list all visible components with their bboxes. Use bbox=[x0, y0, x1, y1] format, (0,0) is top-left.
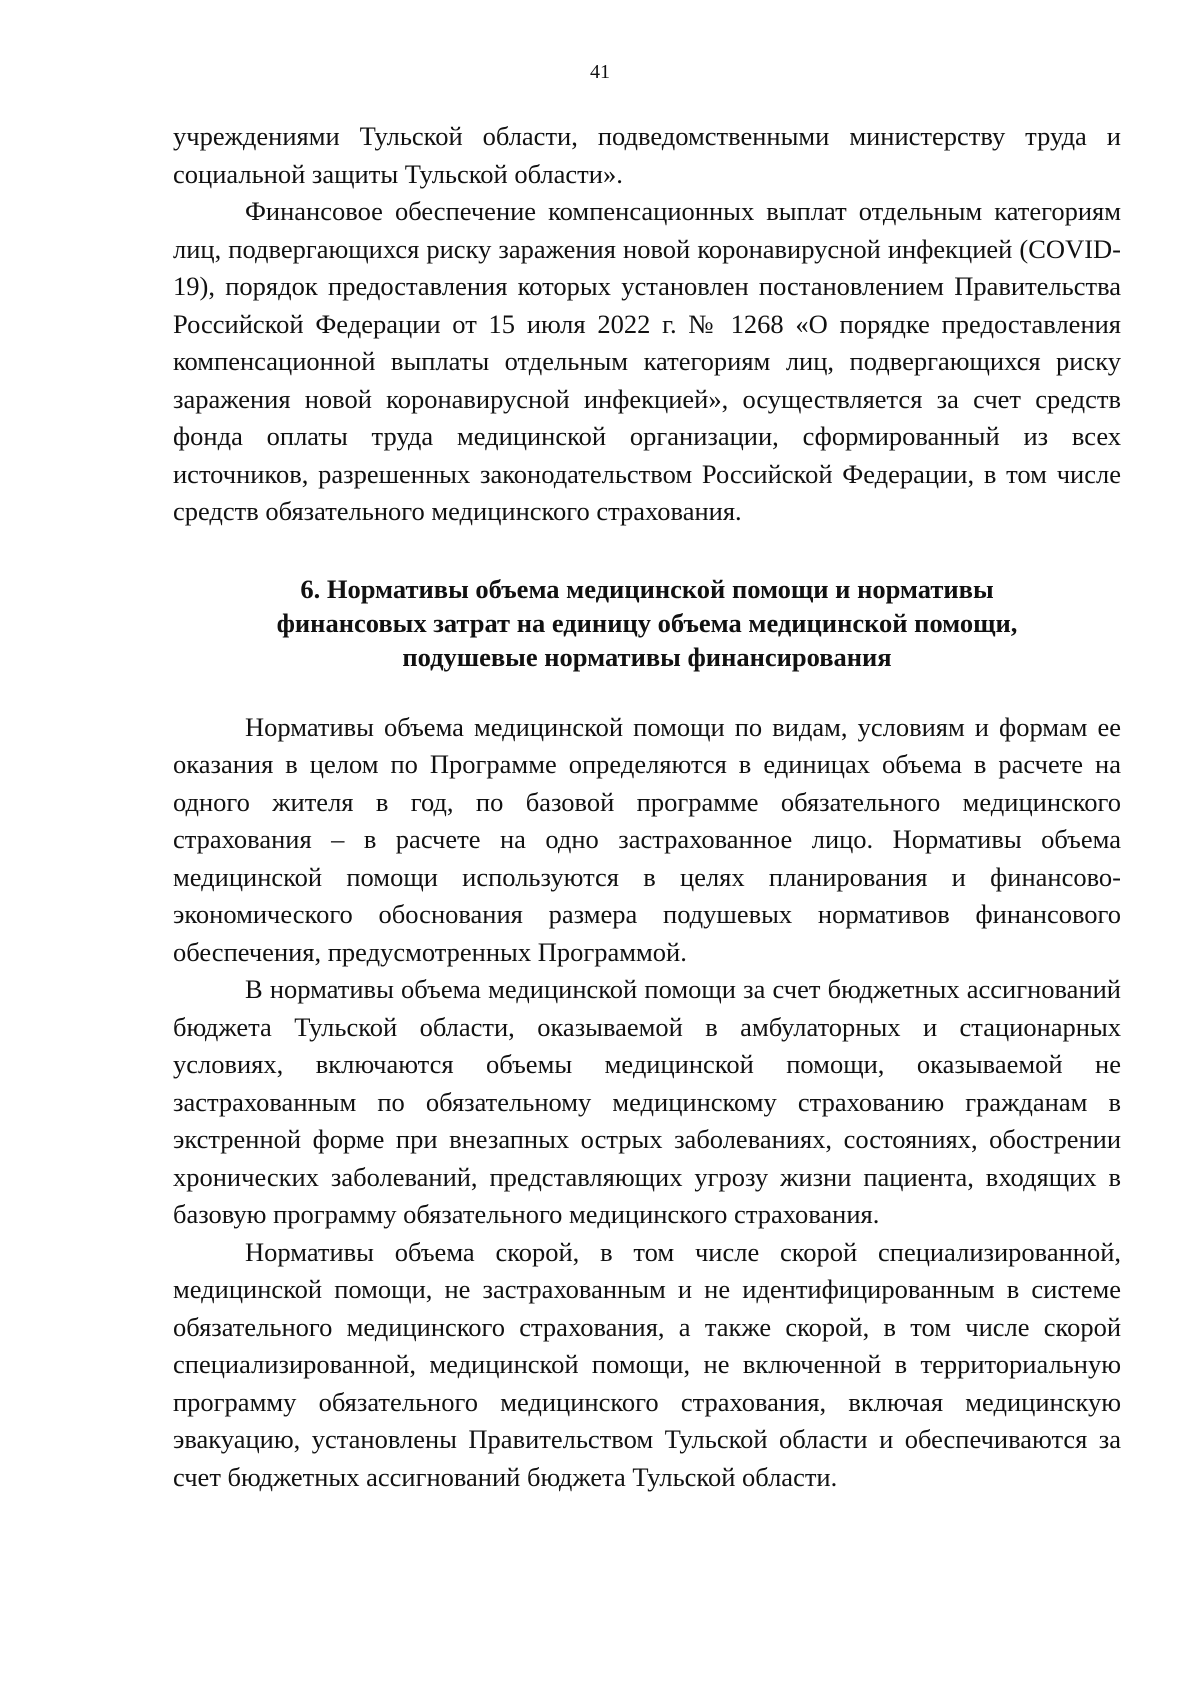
paragraph-continuation: учреждениями Тульской области, подведомственными министерству труда и социальной защиты Тульской области». bbox=[173, 121, 1121, 189]
section-heading-line-2: финансовых затрат на единицу объема медицинской помощи, bbox=[276, 607, 1018, 638]
section-heading-line-3: подушевые нормативы финансирования bbox=[402, 641, 892, 672]
document-body bbox=[173, 118, 1121, 1496]
paragraph-emergency-norms: Нормативы объема скорой, в том числе скорой специализированной, медицинской помощи, не застрахованным и не идентифицированным в системе обязательного медицинского страхования, а также скорой, в том числе скорой специализированной, медицинской помощи, не включенной в территориальную программу обязательного медицинского страхования, включая медицинскую эвакуацию, установлены Правительством Тульской области и обеспечиваются за счет бюджетных ассигнований бюджета Тульской области. bbox=[173, 1236, 1121, 1492]
paragraph-volume-norms: Нормативы объема медицинской помощи по видам, условиям и формам ее оказания в целом по Программе определяются в единицах объема в расчете на одного жителя в год, по базовой программе обязательного медицинского страхования – в расчете на одно застрахованное лицо. Нормативы объема медицинской помощи используются в целях планирования и финансово-экономического обоснования размера подушевых нормативов финансового обеспечения, предусмотренных Программой. bbox=[173, 711, 1121, 967]
paragraph-budget-norms: В нормативы объема медицинской помощи за счет бюджетных ассигнований бюджета Тульской области, оказываемой в амбулаторных и стационарных условиях, включаются объемы медицинской помощи, оказываемой не застрахованным по обязательному медицинскому страхованию гражданам в экстренной форме при внезапных острых заболеваниях, состояниях, обострении хронических заболеваний, представляющих угрозу жизни пациента, входящих в базовую программу обязательного медицинского страхования. bbox=[173, 974, 1121, 1229]
section-heading bbox=[173, 572, 1121, 674]
paragraph-compensation-financing: Финансовое обеспечение компенсационных выплат отдельным категориям лиц, подвергающихся риску заражения новой коронавирусной инфекцией (COVID-19), порядок предоставления которых установлен постановлением Правительства Российской Федерации от 15 июля 2022 г. № 1268 «О порядке предоставления компенсационной выплаты отдельным категориям лиц, подвергающихся риску заражения новой коронавирусной инфекцией», осуществляется за счет средств фонда оплаты труда медицинской организации, сформированный из всех источников, разрешенных законодательством Российской Федерации, в том числе средств обязательного медицинского страхования. bbox=[173, 196, 1121, 526]
section-heading-line-1: 6. Нормативы объема медицинской помощи и нормативы bbox=[300, 573, 994, 604]
page-number: 41 bbox=[590, 61, 610, 83]
